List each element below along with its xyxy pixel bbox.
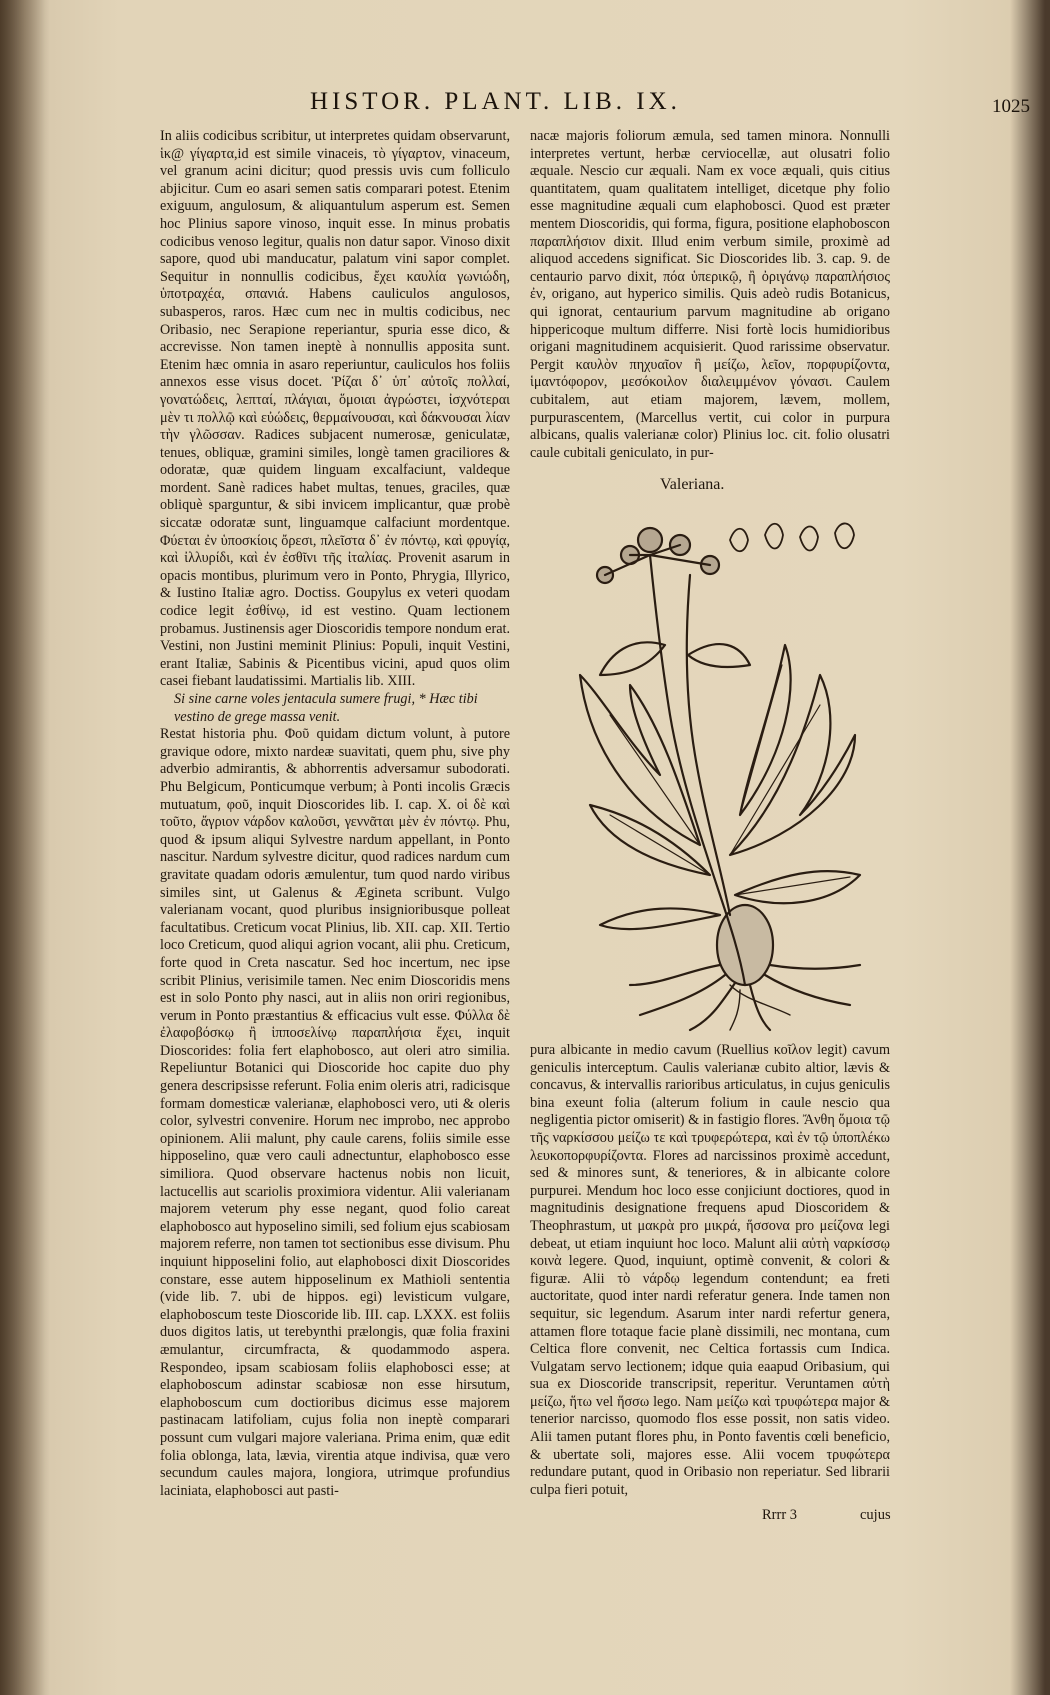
paragraph-flowers: pura albicante in medio cavum (Ruellius κοῖλον legit) cavum geniculis interceptum. Caulis valerianæ cubito altior, lævis & concavus, & intervallis rarioribus articulatus, in cujus geniculis bina exeunt folia (alterum folium in caule nescio qua negligentia pictor omiserit) & in fastigio flores. Ἄνθη ὅμοια τῷ τῆς ναρκίσσου μείζω τε καὶ τρυφερώτερα, καὶ ἐν τῷ ὑποπλέκω λευκοπορφυρίζοντα. Flores ad narcissinos proximè accedunt, sed & minores sunt, & teneriores, & in albicante colore purpurei. Mendum hoc loco esse conjiciunt doctiores, quod in magnitudinis designatione frequens apud Dioscoridem & Theophrastum, ut μακρὰ pro μικρά, ἥσσονα pro μείζονα legi debeat, ut etiam inquiunt hoc loco. Malunt alii αὐτὴ ναρκίσσῳ κοινὰ legere. Quod, inquiunt, optimè convenit, & colori & figuræ. Alii τὸ νάρδῳ legendum contendunt; ea freti auctoritate, quod inter nardi referatur genera. Inde tamen non sequitur, sic legendum. Asarum inter nardi refertur genera, attamen flore totaque facie planè dissimili, nec montana, cum Celtica flore convenit, nec Celtica fortassis cum Indica. Vulgatam servo lectionem; idque quia eaapud Oribasium, qui sua ex Dioscoride transcripsit, reperitur. Veruntamen αὐτὴ μείζω, ἥτω vel ἥσσω lego. Nam μείζω καὶ τρυφώτερα major & tenerior narcisso, quomodo flos esse possit, non satis video. Alii tamen putant flores phu, in Ponto faventis cœli beneficio, & ubertate soli, majores esse. Alii vocem τρυφώτερα redundare putant, quod in Oribasio non reperiatur. Sed librarii culpa fieri potuit,	[530, 1042, 890, 1498]
signature-mark: Rrrr 3	[762, 1507, 798, 1523]
right-column-bottom	[530, 1042, 890, 1499]
page-number: 1025	[992, 96, 1030, 117]
gutter-shadow	[0, 0, 50, 1695]
catchword: cujus	[860, 1507, 891, 1523]
paragraph-phu: Restat historia phu. Φοῦ quidam dictum volunt, à putore gravique odore, mixto nardeæ suavitati, quem phu, sive phy adverbio admirantis, & abhorrentis adversamur subodorati. Phu Belgicum, Ponticumque verbum; à Ponti incolis Græcis mutuatum, φοῦ, inquit Dioscorides lib. I. cap. X. οἱ δὲ καὶ τοῦτο, ἄγριον νάρδον καλοῦσι, γεννᾶται μὲν ἐν πόντῳ. Phu, quod & ipsum aliqui Sylvestre nardum appellant, in Ponto nascitur. Nardum sylvestre dicitur, quod radices nardum cum gravitate quadam odoris æmulentur, tum quod nardo viribus similes sint, ut Galenus & Ægineta scribunt. Vulgo valerianam vocant, quod pluribus insignioribusque polleat facultatibus. Creticum vocat Plinius, lib. XII. cap. XII. Tertio loco Creticum, quod aliqui agrion vocant, alii phu. Creticum, forte quod in Creta nascatur. Sed hoc incertum, nec ipse scribit Plinius, verisimile tamen. Nec enim Dioscoridis mens est in solo Ponto phy nasci, aut in aliis non oriri regionibus, verum in Ponto præstantius & efficacius vult esse. Φύλλα δὲ ἐλαφοβόσκῳ ἢ ἱπποσελίνῳ παραπλήσια ἔχει, inquit Dioscorides: folia fert elaphobosco, aut oleri atro similia. Repeliuntur Botanici qui Dioscoride hoc capite duo phy genera descripsisse referunt. Folia enim oleris atri, radicisque formam domesticæ valerianæ, elaphobosci vero, uti & oleris color, sylvestri convenire. Horum nec improbo, nec approbo opinionem. Alii malunt, phy caule carens, foliis simile esse hipposelino, quæ vero cauli adnectuntur, elaphobosco esse similiora. Quod observare hactenus nobis non licuit, lactucellis aut scariolis proximiora videntur. Alii valerianam majorem veterum phy esse negant, quod folio careat elaphobosco aut hyposelino simili, sed folium ejus scabiosam majorem referre, non tamen tot sectionibus esse divisum. Phu inquiunt hipposelini folio, aut elaphobosci dixit Dioscorides constare, esse autem hipposelinum ex Mathioli sententia (vide lib. 7. ubi de hippos. egi) levisticum vulgare, elaphoboscum teste Dioscoride lib. III. cap. LXXX. est foliis duos digitos latis, ut terebynthi prælongis, quæ folia fraxini æmulantur, circumfracta, & quodammodo aspera. Respondeo, ipsam scabiosam foliis elaphobosci esse; at elaphoboscum adinstar scabiosæ non esse hirsutum, elaphoboscum cum doctioribus dicimus esse majorem pastinacam latifoliam, cujus folia non ineptè comparari possunt cum vulgari majore valeriana. Prima enim, quæ edit folia oblonga, lata, lævia, virentia atque indivisa, quæ vero secundum caules majora, longiora, utrimque profundius laciniata, elaphobosci aut pasti-	[160, 726, 510, 1499]
paragraph-asarum: In aliis codicibus scribitur, ut interpretes quidam observarunt, ἱκ@ γίγαρτα,id est simile vinaceis, τὸ γίγαρτον, vinaceum, vel granum acini dicitur; quod pressis uvis cum folliculo abjicitur. Cum eo asari semen satis comparari potest. Etenim exiguum, angulosum, & aliquantulum asperum est. Semen hoc Plinius sapore vinoso, inquit esse. In minus probatis codicibus venoso legitur, qualis non datur sapor. Vinoso dixit sapore, quod ubi manducatur, palatum vini sapor complet. Sequitur in nonnullis codicibus, ἔχει καυλία γωνιώδη, ὑποτραχέα, σπανιά. Habens cauliculos angulosos, subasperos, raros. Hæc cum nec in multis codicibus, nec Oribasio, nec Serapione reperiantur, spuria esse dico, & accrevisse. Non tamen ineptè à nonnullis apposita sunt. Etenim hæc omnia in asaro reperiuntur, cauliculos hos foliis annexos esse visus docet. Ῥίζαι δ᾽ ὑπ᾽ αὐτοῖς πολλαί, γονατώδεις, λεπταί, πλάγιαι, ὅμοιαι ἀγρώστει, ἰσχνότεραι μὲν τι πολλῷ καὶ εὐώδεις, θερμαίνουσαι, καὶ δάκνουσαι λίαν τὴν γλῶσσαν. Radices subjacent numerosæ, geniculatæ, tenues, obliquæ, gramini similes, longè tamen graciliores & odoratæ, quæ quidem linguam excalfaciunt, valdeque mordent. Sanè radices habet multas, tenues, graciles, quæ obliquè sparguntur, & sibi invicem implicantur, quæ probè siccatæ odoratæ sunt, linguamque calfaciunt mordentque. Φύεται ἐν ὑποσκίοις ὄρεσι, πλεῖστα δ᾽ ἐν πόντῳ, καὶ φρυγίᾳ, καὶ ἰλλυρίδι, καὶ ἐν ἐσθῖνι τῆς ἰταλίας. Provenit asarum in opacis montibus, plurimum vero in Ponto, Phrygia, Illyrico, & Iustino Italiæ agro. Doctiss. Goupylus ex veteri quodam codice legit ἐσθίνῳ, id est vestino. Quam lectionem probamus. Justinensis ager Dioscoridis tempore nondum erat. Vestini, non Justini meminit Plinius: Populi, inquit Vestini, erant Italiæ, Sabinis & Picentibus vicini, apud quos olim casei fiebant laudatissimi. Martialis lib. XIII.	[160, 128, 510, 690]
valeriana-woodcut-illustration	[570, 515, 870, 1035]
verse-quote: Si sine carne voles jentacula sumere frugi, * Hæc tibi vestino de grege massa venit.	[174, 691, 478, 725]
figure-caption: Valeriana.	[660, 476, 725, 493]
running-title: HISTOR. PLANT. LIB. IX.	[310, 88, 681, 115]
right-column-top	[530, 128, 890, 462]
paragraph-continuation: nacæ majoris foliorum æmula, sed tamen minora. Nonnulli interpretes vertunt, herbæ cerviocellæ, aut olusatri folio æquale. Nescio cur æquali. Nam ex voce æquali, quis citius quantitatem, quam qualitatem intelliget, dicetque phy folio esse magnitudine æquali cum elaphobosci. Quod est præter mentem Dioscoridis, qui forma, figura, positione elaphoboscon παραπλήσιον dixit. Illud enim verbum simile, proximè ad aliquod accedens significat. Sic Dioscorides lib. 3. cap. 9. de centaurio parvo dixit, πόα ὑπερικῷ, ἢ ὀριγάνῳ παραπλήσιος ἐν, origano, aut hyperico similis. Quis adeò rudis Botanicus, qui ignorat, centaurium parvum magnitudine ab origano hippericoque multum differre. Nisi fortè locis humidioribus origani magnitudinem acquisierit. Quod rarissime observatur. Pergit καυλὸν πηχυαῖον ἢ μείζω, λεῖον, πορφυρίζοντα, ἱμαντόφορον, μεσόκοιλον διαλειμμένον γόνασι. Caulem cubitalem, aut etiam majorem, lævem, mollem, purpurascentem, (Marcellus vertit, cui color in purpura albicans, qualis valerianæ color) Plinius loc. cit. folio olusatri caule cubitali geniculato, in pur-	[530, 128, 890, 461]
left-column	[160, 128, 510, 1500]
